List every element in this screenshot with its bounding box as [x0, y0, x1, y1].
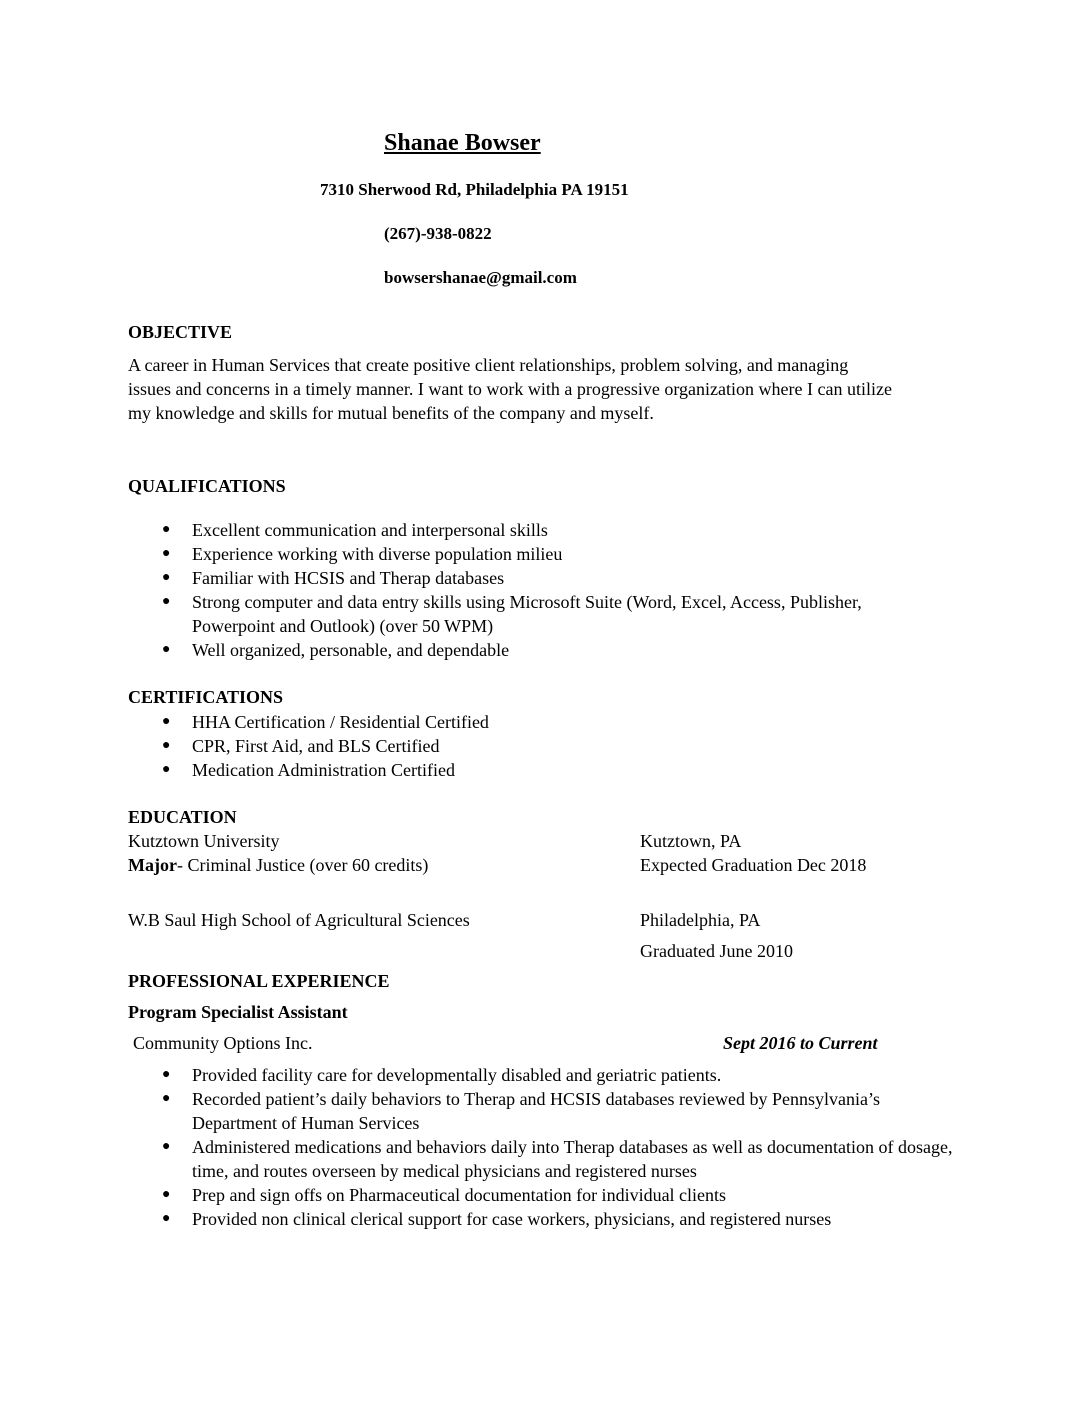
- list-item: ● Medication Administration Certified: [128, 758, 968, 782]
- job-title: Program Specialist Assistant: [128, 1002, 348, 1022]
- list-item: ● Experience working with diverse population milieu: [128, 542, 968, 566]
- qualifications-list: [128, 518, 968, 662]
- objective-text: [128, 353, 968, 425]
- experience-heading: PROFESSIONAL EXPERIENCE: [128, 971, 390, 991]
- list-item: ● Administered medications and behaviors daily into Therap databases as well as documentation of dosage, time, and routes overseen by medical physicians and registered nurses: [128, 1135, 962, 1183]
- list-item: ● Familiar with HCSIS and Therap databases: [128, 566, 968, 590]
- list-item: ● Strong computer and data entry skills using Microsoft Suite (Word, Excel, Access, Publisher, Powerpoint and Outlook) (over 50 WPM): [128, 590, 932, 638]
- major-text: - Criminal Justice (over 60 credits): [176, 855, 429, 875]
- address: 7310 Sherwood Rd, Philadelphia PA 19151: [320, 180, 629, 199]
- objective-line: A career in Human Services that create positive client relationships, problem solving, and managing: [128, 355, 849, 375]
- phone: (267)-938-0822: [384, 224, 492, 243]
- resume-name: Shanae Bowser: [384, 130, 541, 156]
- objective-heading: OBJECTIVE: [128, 322, 233, 342]
- list-item: ● Well organized, personable, and dependable: [128, 638, 968, 662]
- certifications-list: [128, 710, 968, 782]
- list-item: ● Prep and sign offs on Pharmaceutical documentation for individual clients: [128, 1183, 968, 1207]
- school-name: Kutztown University: [128, 831, 280, 851]
- major-label: Major: [128, 855, 177, 875]
- list-item: ● Excellent communication and interpersonal skills: [128, 518, 968, 542]
- qualifications-heading: QUALIFICATIONS: [128, 476, 286, 496]
- list-item: ● Provided facility care for developmentally disabled and geriatric patients.: [128, 1063, 968, 1087]
- objective-line: my knowledge and skills for mutual benefits of the company and myself.: [128, 403, 654, 423]
- company-name: Community Options Inc.: [133, 1033, 313, 1053]
- school-name: W.B Saul High School of Agricultural Sciences: [128, 910, 470, 930]
- school-location: Philadelphia, PA: [640, 910, 761, 930]
- job-dates: Sept 2016 to Current: [723, 1033, 878, 1053]
- graduation-date: Graduated June 2010: [640, 941, 793, 961]
- experience-list: [128, 1063, 968, 1231]
- list-item: ● HHA Certification / Residential Certified: [128, 710, 968, 734]
- list-item: ● Recorded patient’s daily behaviors to Therap and HCSIS databases reviewed by Pennsylvania’s Department of Human Services: [128, 1087, 932, 1135]
- objective-line: issues and concerns in a timely manner. I want to work with a progressive organization where I can utilize: [128, 379, 892, 399]
- list-item: ● Provided non clinical clerical support for case workers, physicians, and registered nurses: [128, 1207, 968, 1231]
- graduation-date: Expected Graduation Dec 2018: [640, 855, 867, 875]
- certifications-heading: CERTIFICATIONS: [128, 687, 284, 707]
- education-heading: EDUCATION: [128, 807, 237, 827]
- email: bowsershanae@gmail.com: [384, 268, 577, 287]
- major: [128, 855, 428, 876]
- school-location: Kutztown, PA: [640, 831, 742, 851]
- list-item: ● CPR, First Aid, and BLS Certified: [128, 734, 968, 758]
